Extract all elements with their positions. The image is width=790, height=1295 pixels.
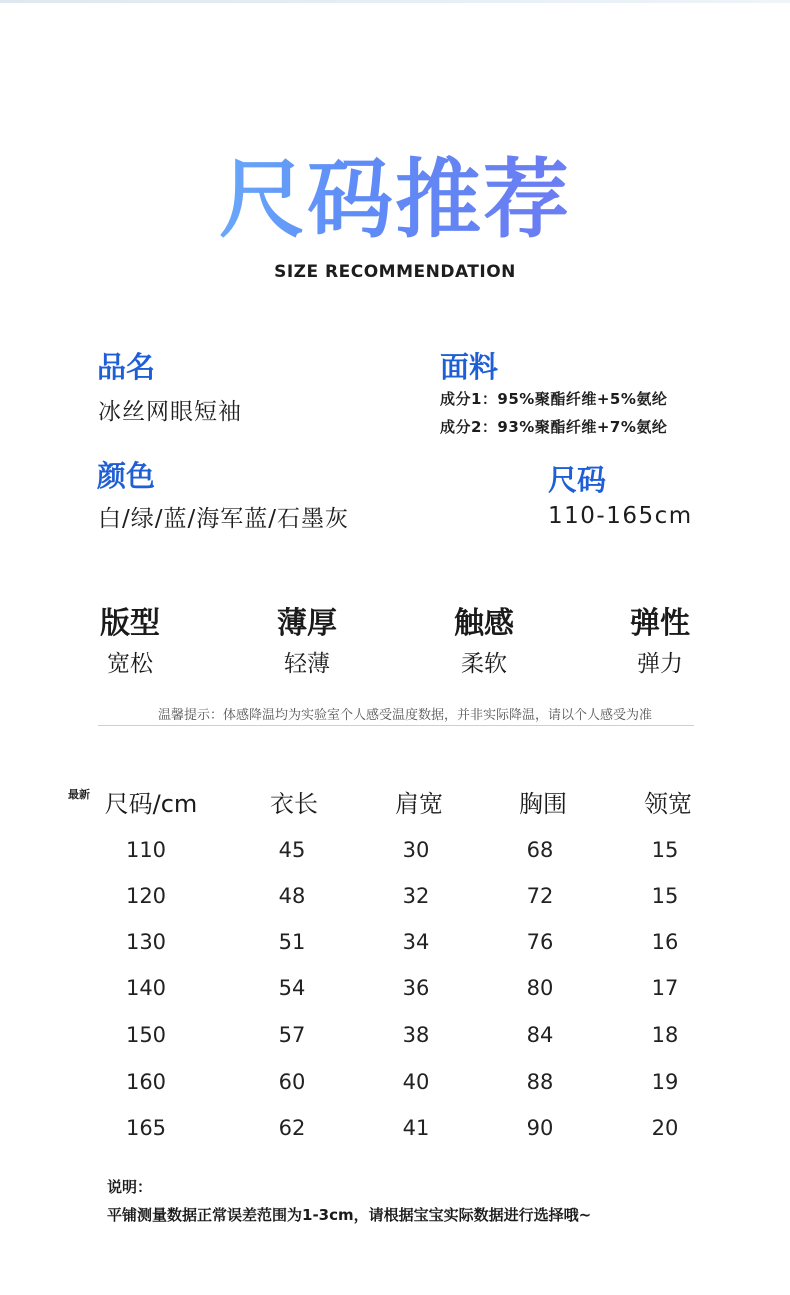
attr-fit-label: 版型 bbox=[100, 606, 160, 641]
cell-collar: 15 bbox=[651, 884, 679, 908]
warm-tip: 温馨提示：体感降温均为实验室个人感受温度数据，并非实际降温，请以个人感受为准 bbox=[157, 708, 652, 723]
table-row bbox=[0, 1023, 790, 1063]
cell-shoulder: 34 bbox=[402, 930, 430, 954]
header-size: 尺码/cm bbox=[104, 790, 198, 818]
size-label: 尺码 bbox=[548, 463, 607, 497]
header-length: 衣长 bbox=[270, 790, 318, 818]
page-subtitle: SIZE RECOMMENDATION bbox=[274, 262, 516, 282]
cell-collar: 15 bbox=[651, 838, 679, 862]
cell-length: 51 bbox=[278, 930, 306, 954]
cell-shoulder: 36 bbox=[402, 976, 430, 1000]
cell-chest: 84 bbox=[526, 1023, 554, 1047]
table-row bbox=[0, 884, 790, 924]
table-row bbox=[0, 1116, 790, 1156]
cell-length: 45 bbox=[278, 838, 306, 862]
cell-chest: 76 bbox=[526, 930, 554, 954]
color-label: 颜色 bbox=[97, 459, 156, 493]
cell-size: 165 bbox=[125, 1116, 167, 1140]
cell-shoulder: 41 bbox=[402, 1116, 430, 1140]
cell-length: 48 bbox=[278, 884, 306, 908]
cell-collar: 19 bbox=[651, 1070, 679, 1094]
fabric-label: 面料 bbox=[440, 350, 499, 384]
cell-size: 120 bbox=[125, 884, 167, 908]
header-shoulder: 肩宽 bbox=[395, 790, 443, 818]
cell-length: 60 bbox=[278, 1070, 306, 1094]
tip-divider bbox=[98, 725, 694, 726]
attr-touch-label: 触感 bbox=[454, 606, 514, 641]
header-collar: 领宽 bbox=[644, 790, 692, 818]
cell-collar: 20 bbox=[651, 1116, 679, 1140]
attr-elasticity-label: 弹性 bbox=[630, 606, 690, 641]
cell-length: 62 bbox=[278, 1116, 306, 1140]
cell-chest: 72 bbox=[526, 884, 554, 908]
table-row bbox=[0, 838, 790, 878]
cell-chest: 80 bbox=[526, 976, 554, 1000]
table-row bbox=[0, 930, 790, 970]
cell-size: 110 bbox=[125, 838, 167, 862]
cell-shoulder: 30 bbox=[402, 838, 430, 862]
product-name-label: 品名 bbox=[97, 350, 156, 384]
cell-size: 140 bbox=[125, 976, 167, 1000]
table-row bbox=[0, 1070, 790, 1110]
attr-fit-value: 宽松 bbox=[107, 651, 153, 677]
cell-chest: 68 bbox=[526, 838, 554, 862]
fabric-line-1: 成分1：95%聚酯纤维+5%氨纶 bbox=[440, 390, 668, 408]
cell-shoulder: 32 bbox=[402, 884, 430, 908]
fabric-line-2: 成分2：93%聚酯纤维+7%氨纶 bbox=[440, 418, 668, 436]
attr-elasticity-value: 弹力 bbox=[637, 651, 683, 677]
note-title: 说明： bbox=[107, 1178, 153, 1196]
size-range-value: 110-165cm bbox=[548, 503, 693, 529]
cell-chest: 90 bbox=[526, 1116, 554, 1140]
attr-touch-value: 柔软 bbox=[461, 651, 507, 677]
product-name-value: 冰丝网眼短袖 bbox=[98, 399, 242, 425]
cell-shoulder: 38 bbox=[402, 1023, 430, 1047]
top-divider bbox=[0, 0, 790, 3]
color-value: 白/绿/蓝/海军蓝/石墨灰 bbox=[98, 506, 349, 532]
cell-length: 54 bbox=[278, 976, 306, 1000]
attr-thickness-value: 轻薄 bbox=[284, 651, 330, 677]
cell-size: 150 bbox=[125, 1023, 167, 1047]
header-chest: 胸围 bbox=[519, 790, 567, 818]
page-title: 尺码推荐 bbox=[0, 150, 790, 250]
note-text: 平铺测量数据正常误差范围为1-3cm，请根据宝宝实际数据进行选择哦~ bbox=[107, 1206, 592, 1224]
cell-size: 160 bbox=[125, 1070, 167, 1094]
cell-size: 130 bbox=[125, 930, 167, 954]
cell-collar: 16 bbox=[651, 930, 679, 954]
newest-tag: 最新 bbox=[68, 788, 90, 801]
attr-thickness-label: 薄厚 bbox=[277, 606, 337, 641]
cell-length: 57 bbox=[278, 1023, 306, 1047]
table-row bbox=[0, 976, 790, 1016]
cell-collar: 17 bbox=[651, 976, 679, 1000]
cell-collar: 18 bbox=[651, 1023, 679, 1047]
cell-chest: 88 bbox=[526, 1070, 554, 1094]
cell-shoulder: 40 bbox=[402, 1070, 430, 1094]
